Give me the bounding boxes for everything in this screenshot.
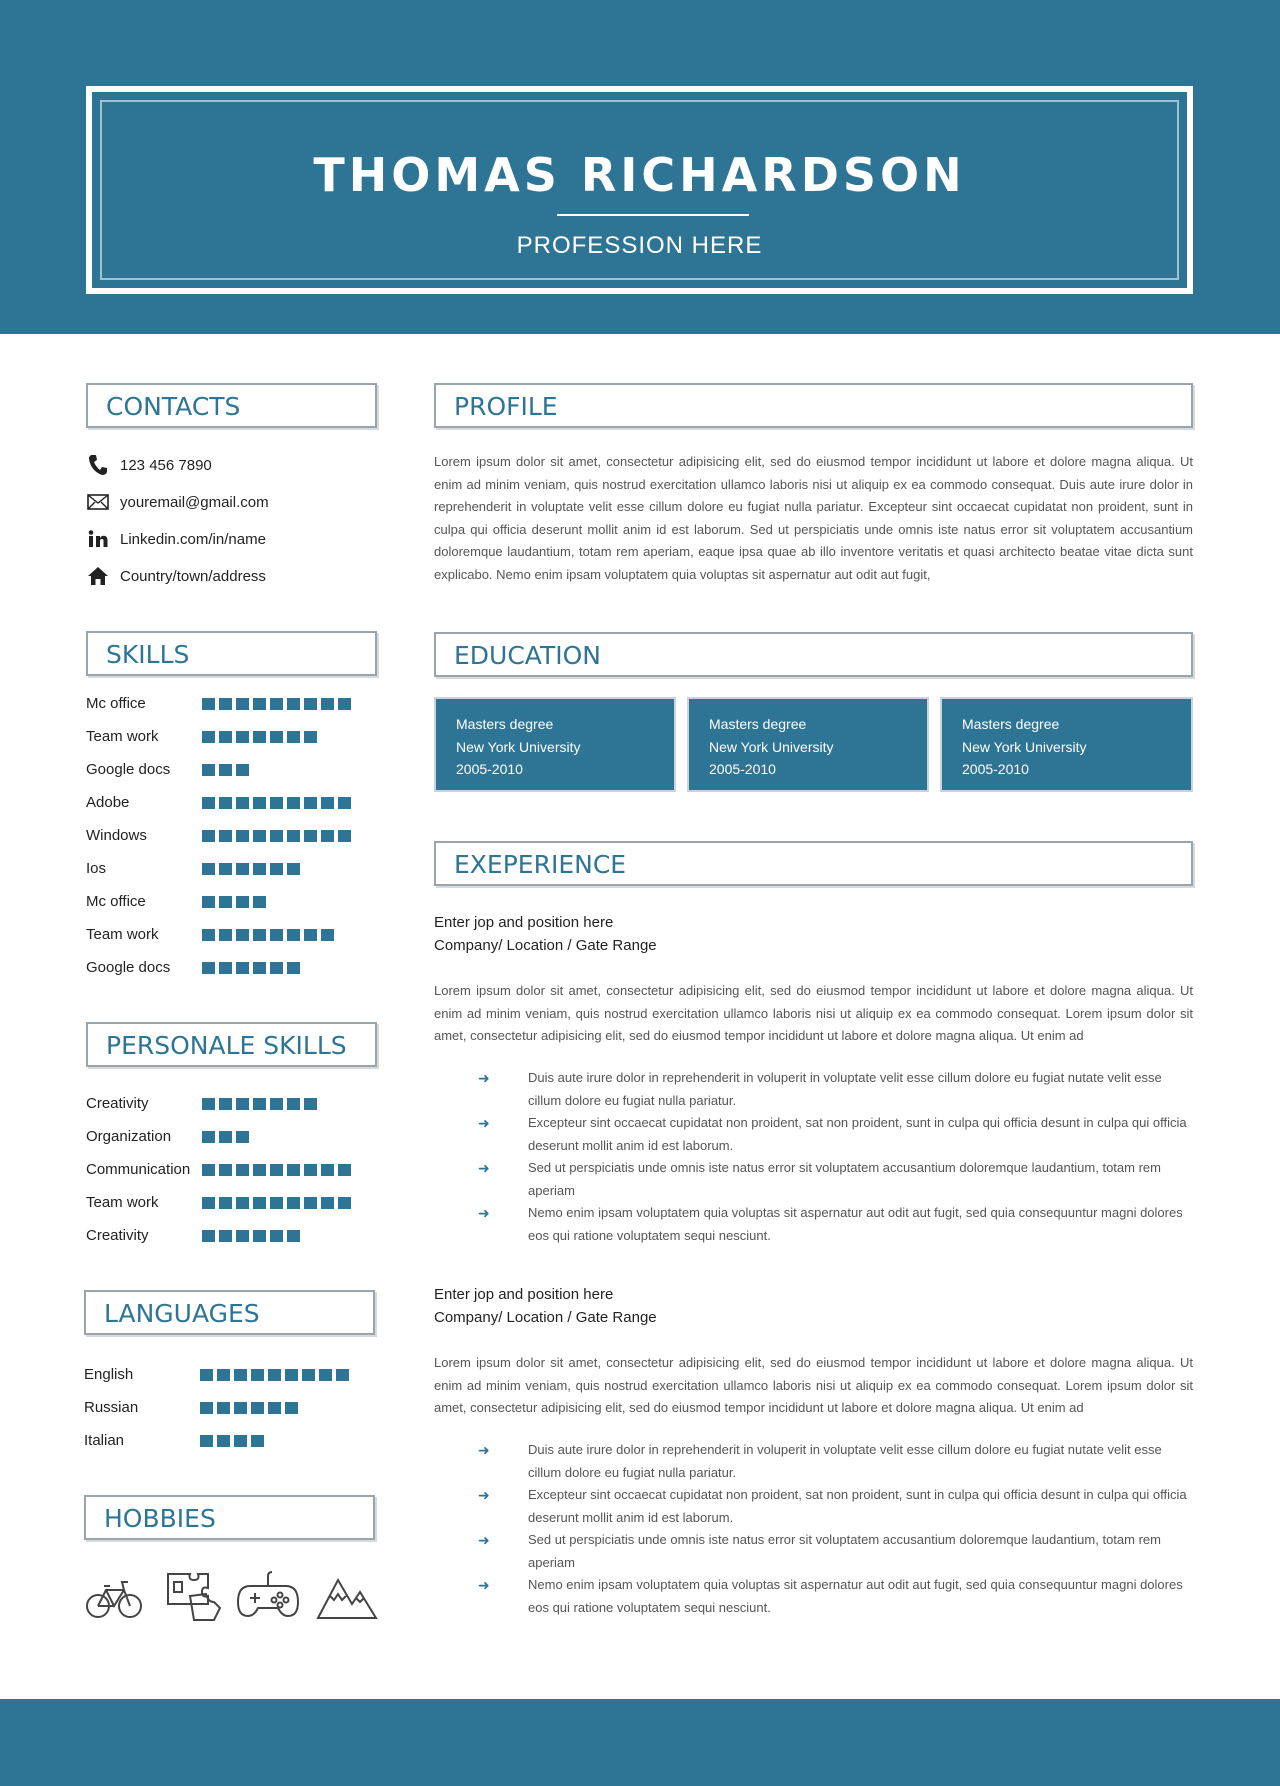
job-bullet <box>478 1529 1192 1574</box>
skill-level-bar <box>202 1197 355 1209</box>
skill-level-segment <box>219 896 232 908</box>
skill-level-segment <box>219 764 232 776</box>
job-bullet-list <box>478 1067 1192 1247</box>
skill-row <box>86 794 376 812</box>
job-bullet-text: Excepteur sint occaecat cupidatat non proident, sat non proident, sunt in culpa qui officia desunt in culpa qui officia deserunt mollit anim id est laborum. <box>528 1487 1187 1525</box>
skill-level-segment <box>270 797 283 809</box>
skill-level-segment <box>219 1230 232 1242</box>
skill-level-segment <box>338 797 351 809</box>
skill-level-segment <box>287 962 300 974</box>
job-bullet-text: Sed ut perspiciatis unde omnis iste natus error sit voluptatem accusantium doloremque laudantium, totam rem aperiam <box>528 1160 1161 1198</box>
profile-section-header <box>434 383 1193 428</box>
skill-label: Adobe <box>86 794 130 811</box>
skill-level-segment <box>253 1098 266 1110</box>
skill-level-segment <box>270 830 283 842</box>
skill-level-segment <box>321 698 334 710</box>
contact-phone <box>86 453 212 477</box>
skill-level-segment <box>217 1435 230 1447</box>
skill-level-segment <box>304 1197 317 1209</box>
skill-level-segment <box>270 1230 283 1242</box>
name-frame-inner <box>100 100 1179 280</box>
skill-row <box>86 959 376 977</box>
skill-level-bar <box>202 698 355 710</box>
skill-level-segment <box>268 1402 281 1414</box>
personal-skills-section-header <box>86 1022 377 1067</box>
puzzle-icon <box>164 1568 224 1624</box>
job-bullet <box>478 1439 1192 1484</box>
arrow-icon: ➜ <box>478 1532 490 1548</box>
skill-level-segment <box>287 1197 300 1209</box>
skill-level-segment <box>304 1164 317 1176</box>
job-bullet-text: Nemo enim ipsam voluptatem quia voluptas sit aspernatur aut odit aut fugit, sed quia consequuntur magni dolores eos qui ratione voluptatem sequi nesciunt. <box>528 1205 1183 1243</box>
contact-address <box>86 564 266 588</box>
skill-level-segment <box>236 1164 249 1176</box>
skill-level-segment <box>219 863 232 875</box>
experience-title: EXEPERIENCE <box>454 850 627 879</box>
skill-row <box>86 1128 376 1146</box>
skills-title: SKILLS <box>106 640 190 669</box>
skill-label: Team work <box>86 926 159 943</box>
skill-level-segment <box>236 863 249 875</box>
skill-level-segment <box>202 1131 215 1143</box>
skill-level-segment <box>236 698 249 710</box>
skill-label: Creativity <box>86 1095 149 1112</box>
job-company: Company/ Location / Gate Range <box>434 936 657 954</box>
gamepad-icon <box>236 1568 296 1624</box>
skill-level-segment <box>338 698 351 710</box>
education-title: EDUCATION <box>454 641 601 670</box>
skill-level-segment <box>253 1230 266 1242</box>
job-bullet-text: Duis aute irure dolor in reprehenderit in voluperit in voluptate velit esse cillum dolore eu fugiat nutate velit esse cillum dolore eu fugiat nulla pariatur. <box>528 1070 1162 1108</box>
skill-level-bar <box>202 863 304 875</box>
skill-level-segment <box>219 830 232 842</box>
skill-level-bar <box>202 929 338 941</box>
skill-row <box>86 1095 376 1113</box>
languages-section-header <box>84 1290 375 1335</box>
skill-level-segment <box>270 731 283 743</box>
skill-level-segment <box>287 1098 300 1110</box>
skill-level-segment <box>219 1197 232 1209</box>
skill-row <box>86 695 376 713</box>
skill-row <box>86 827 376 845</box>
skill-level-bar <box>200 1435 268 1447</box>
skill-level-segment <box>202 1197 215 1209</box>
skill-label: Russian <box>84 1399 139 1416</box>
skill-row <box>86 1161 376 1179</box>
job-position: Enter jop and position here <box>434 1286 614 1303</box>
education-card <box>940 697 1193 792</box>
contacts-title: CONTACTS <box>106 392 241 421</box>
skill-level-bar <box>202 764 253 776</box>
job-description: Lorem ipsum dolor sit amet, consectetur adipisicing elit, sed do eiusmod tempor incididunt ut labore et dolore magna aliqua. Ut enim ad minim veniam, quis nostrud exercitation ullamco laboris nisi ut aliquip ex ea commodo consequat. Lorem ipsum dolor sit amet, consectetur adipisicing elit, sed do eiusmod tempor incididunt ut labore et dolore magna aliqua. Ut enim ad <box>434 1355 1193 1415</box>
skill-level-segment <box>202 929 215 941</box>
education-years: 2005-2010 <box>456 761 523 777</box>
skill-level-bar <box>202 1131 253 1143</box>
skill-level-segment <box>321 929 334 941</box>
education-school: New York University <box>962 738 1087 755</box>
skill-level-bar <box>200 1402 302 1414</box>
skill-level-segment <box>321 830 334 842</box>
job-position: Enter jop and position here <box>434 914 614 931</box>
arrow-icon: ➜ <box>478 1115 490 1131</box>
contact-linkedin-text: Linkedin.com/in/name <box>120 530 266 548</box>
skill-level-segment <box>219 962 232 974</box>
skill-level-segment <box>236 830 249 842</box>
contact-email-text: youremail@gmail.com <box>120 493 269 511</box>
skill-level-segment <box>270 1164 283 1176</box>
footer-band <box>0 1699 1280 1786</box>
education-card <box>687 697 929 792</box>
skill-row <box>86 1227 376 1245</box>
arrow-icon: ➜ <box>478 1070 490 1086</box>
skill-level-segment <box>287 1230 300 1242</box>
skill-level-bar <box>202 896 270 908</box>
skill-row <box>86 1194 376 1212</box>
skill-level-segment <box>236 1131 249 1143</box>
skill-level-bar <box>202 962 304 974</box>
skill-level-segment <box>253 830 266 842</box>
education-card <box>434 697 676 792</box>
skill-level-segment <box>287 698 300 710</box>
skill-level-bar <box>202 797 355 809</box>
skill-level-segment <box>270 1197 283 1209</box>
skill-level-segment <box>287 863 300 875</box>
skill-label: Creativity <box>86 1227 149 1244</box>
skill-level-segment <box>304 731 317 743</box>
job-bullet <box>478 1067 1192 1112</box>
skill-level-segment <box>219 698 232 710</box>
skill-level-segment <box>219 1098 232 1110</box>
education-degree: Masters degree <box>709 716 807 732</box>
skill-label: Team work <box>86 1194 159 1211</box>
skill-level-segment <box>236 1230 249 1242</box>
skill-label: Mc office <box>86 695 146 712</box>
profile-title: PROFILE <box>454 392 558 421</box>
skill-level-segment <box>270 1098 283 1110</box>
skill-level-segment <box>321 797 334 809</box>
skill-level-segment <box>202 698 215 710</box>
job-header <box>434 912 657 957</box>
skill-level-segment <box>287 929 300 941</box>
skill-level-segment <box>302 1369 315 1381</box>
phone-icon <box>86 453 110 477</box>
job-description: Lorem ipsum dolor sit amet, consectetur adipisicing elit, sed do eiusmod tempor incididunt ut labore et dolore magna aliqua. Ut enim ad minim veniam, quis nostrud exercitation ullamco laboris nisi ut aliquip ex ea commodo consequat. Lorem ipsum dolor sit amet, consectetur adipisicing elit, sed do eiusmod tempor incididunt ut labore et dolore magna aliqua. Ut enim ad <box>434 983 1193 1043</box>
home-icon <box>86 564 110 588</box>
header-band <box>0 0 1280 334</box>
skill-level-segment <box>236 896 249 908</box>
education-degree: Masters degree <box>962 716 1060 732</box>
skill-level-segment <box>270 863 283 875</box>
skill-level-segment <box>236 929 249 941</box>
skill-level-segment <box>285 1402 298 1414</box>
job-bullet-text: Nemo enim ipsam voluptatem quia voluptas sit aspernatur aut odit aut fugit, sed quia consequuntur magni dolores eos qui ratione voluptatem sequi nesciunt. <box>528 1577 1183 1615</box>
job-bullet <box>478 1574 1192 1619</box>
skill-label: Google docs <box>86 959 171 976</box>
job-bullet <box>478 1112 1192 1157</box>
skill-level-segment <box>236 797 249 809</box>
mountains-icon <box>316 1568 376 1624</box>
skill-level-segment <box>287 731 300 743</box>
arrow-icon: ➜ <box>478 1577 490 1593</box>
skill-level-segment <box>200 1402 213 1414</box>
skill-level-segment <box>234 1402 247 1414</box>
skill-level-segment <box>236 962 249 974</box>
skill-label: Google docs <box>86 761 171 778</box>
languages-title: LANGUAGES <box>104 1299 260 1328</box>
arrow-icon: ➜ <box>478 1487 490 1503</box>
skill-level-segment <box>270 698 283 710</box>
skill-level-segment <box>202 1098 215 1110</box>
skill-level-segment <box>219 797 232 809</box>
mail-icon <box>86 490 110 514</box>
name-divider <box>557 214 749 216</box>
person-name: THOMAS RICHARDSON <box>313 148 966 202</box>
skill-level-segment <box>338 830 351 842</box>
name-frame <box>86 86 1193 294</box>
skill-row <box>84 1432 374 1450</box>
skill-level-segment <box>217 1402 230 1414</box>
skill-row <box>86 893 376 911</box>
skill-level-bar <box>202 1164 355 1176</box>
contact-phone-text: 123 456 7890 <box>120 456 212 474</box>
skills-section-header <box>86 631 377 676</box>
education-school: New York University <box>709 738 834 755</box>
skill-level-segment <box>304 1098 317 1110</box>
skill-level-segment <box>202 896 215 908</box>
job-bullet <box>478 1484 1192 1529</box>
skill-level-segment <box>219 929 232 941</box>
hobbies-section-header <box>84 1495 375 1540</box>
skill-level-segment <box>202 1164 215 1176</box>
arrow-icon: ➜ <box>478 1442 490 1458</box>
skill-level-segment <box>251 1369 264 1381</box>
skill-level-segment <box>285 1369 298 1381</box>
skill-level-segment <box>251 1402 264 1414</box>
skill-level-segment <box>253 1164 266 1176</box>
skill-row <box>86 860 376 878</box>
skill-level-segment <box>321 1197 334 1209</box>
skill-level-segment <box>202 731 215 743</box>
skill-level-segment <box>287 830 300 842</box>
skill-level-segment <box>219 1164 232 1176</box>
skill-row <box>86 761 376 779</box>
skill-level-segment <box>251 1435 264 1447</box>
job-bullet <box>478 1202 1192 1247</box>
linkedin-icon <box>86 527 110 551</box>
profile-text: Lorem ipsum dolor sit amet, consectetur adipisicing elit, sed do eiusmod tempor incididunt ut labore et dolore magna aliqua. Ut enim ad minim veniam, quis nostrud exercitation ullamco laboris nisi ut aliquip ex ea commodo consequat. Duis aute irure dolor in reprehenderit in voluptate velit esse cillum dolore eu fugiat nulla pariatur. Excepteur sint occaecat cupidatat non proident, sunt in culpa qui officia deserunt mollit anim id est laborum. Sed ut perspiciatis unde omnis iste natus error sit voluptatem accusantium doloremque laudantium, totam rem aperiam, eaque ipsa quae ab illo inventore veritatis et quasi architecto beatae vitae dicta sunt explicabo. Nemo enim ipsam voluptatem quia voluptas sit aspernatur aut odit aut fugit, <box>434 454 1193 582</box>
education-years: 2005-2010 <box>709 761 776 777</box>
skill-level-segment <box>234 1435 247 1447</box>
skill-level-segment <box>202 797 215 809</box>
skill-level-bar <box>202 1230 304 1242</box>
job-bullet-text: Excepteur sint occaecat cupidatat non proident, sat non proident, sunt in culpa qui officia desunt in culpa qui officia deserunt mollit anim id est laborum. <box>528 1115 1187 1153</box>
skill-level-bar <box>200 1369 353 1381</box>
skill-row <box>84 1366 374 1384</box>
skill-label: Ios <box>86 860 107 877</box>
job-bullet-list <box>478 1439 1192 1619</box>
skill-label: Organization <box>86 1128 172 1145</box>
skill-level-segment <box>202 863 215 875</box>
profession-title: PROFESSION HERE <box>516 232 763 259</box>
education-degree: Masters degree <box>456 716 554 732</box>
skill-label: Team work <box>86 728 159 745</box>
skill-row <box>86 728 376 746</box>
skill-label: Communication <box>86 1161 191 1178</box>
skill-level-segment <box>202 830 215 842</box>
skill-label: Windows <box>86 827 147 844</box>
skill-level-segment <box>253 1197 266 1209</box>
skill-level-segment <box>253 698 266 710</box>
skill-level-segment <box>202 764 215 776</box>
skill-level-segment <box>236 731 249 743</box>
skill-level-segment <box>219 731 232 743</box>
skill-level-segment <box>304 797 317 809</box>
skill-level-segment <box>321 1164 334 1176</box>
skill-row <box>84 1399 374 1417</box>
skill-label: English <box>84 1366 134 1383</box>
skill-level-segment <box>336 1369 349 1381</box>
skill-level-segment <box>270 962 283 974</box>
skill-level-segment <box>253 896 266 908</box>
skill-level-segment <box>253 797 266 809</box>
skill-level-segment <box>268 1369 281 1381</box>
skill-level-segment <box>234 1369 247 1381</box>
skill-level-segment <box>236 1197 249 1209</box>
job-header <box>434 1284 657 1329</box>
skill-level-segment <box>202 962 215 974</box>
skill-level-bar <box>202 830 355 842</box>
skill-level-segment <box>338 1164 351 1176</box>
job-bullet-text: Duis aute irure dolor in reprehenderit in voluperit in voluptate velit esse cillum dolore eu fugiat nutate velit esse cillum dolore eu fugiat nulla pariatur. <box>528 1442 1162 1480</box>
contact-address-text: Country/town/address <box>120 567 266 585</box>
arrow-icon: ➜ <box>478 1160 490 1176</box>
skill-label: Mc office <box>86 893 146 910</box>
skill-level-segment <box>200 1435 213 1447</box>
skill-level-segment <box>304 698 317 710</box>
skill-level-segment <box>236 1098 249 1110</box>
skill-level-segment <box>217 1369 230 1381</box>
skill-level-segment <box>304 830 317 842</box>
skill-level-segment <box>287 797 300 809</box>
education-years: 2005-2010 <box>962 761 1029 777</box>
personal-skills-title: PERSONALE SKILLS <box>106 1031 347 1060</box>
skill-level-segment <box>236 764 249 776</box>
job-bullet-text: Sed ut perspiciatis unde omnis iste natus error sit voluptatem accusantium doloremque laudantium, totam rem aperiam <box>528 1532 1161 1570</box>
job-company: Company/ Location / Gate Range <box>434 1308 657 1326</box>
education-section-header <box>434 632 1193 677</box>
skill-level-segment <box>200 1369 213 1381</box>
skill-level-segment <box>319 1369 332 1381</box>
skill-level-segment <box>253 731 266 743</box>
job-bullet <box>478 1157 1192 1202</box>
skill-level-segment <box>202 1230 215 1242</box>
skill-level-segment <box>219 1131 232 1143</box>
skill-level-segment <box>287 1164 300 1176</box>
skill-level-bar <box>202 1098 321 1110</box>
contact-linkedin <box>86 527 266 551</box>
education-school: New York University <box>456 738 581 755</box>
skill-level-segment <box>304 929 317 941</box>
experience-section-header <box>434 841 1193 886</box>
contact-email <box>86 490 269 514</box>
skill-label: Italian <box>84 1432 125 1449</box>
skill-level-bar <box>202 731 321 743</box>
skill-level-segment <box>253 863 266 875</box>
contacts-section-header <box>86 383 377 428</box>
skill-level-segment <box>253 962 266 974</box>
bicycle-icon <box>84 1568 144 1624</box>
skill-level-segment <box>270 929 283 941</box>
hobbies-title: HOBBIES <box>104 1504 216 1533</box>
arrow-icon: ➜ <box>478 1205 490 1221</box>
skill-level-segment <box>253 929 266 941</box>
skill-row <box>86 926 376 944</box>
skill-level-segment <box>338 1197 351 1209</box>
